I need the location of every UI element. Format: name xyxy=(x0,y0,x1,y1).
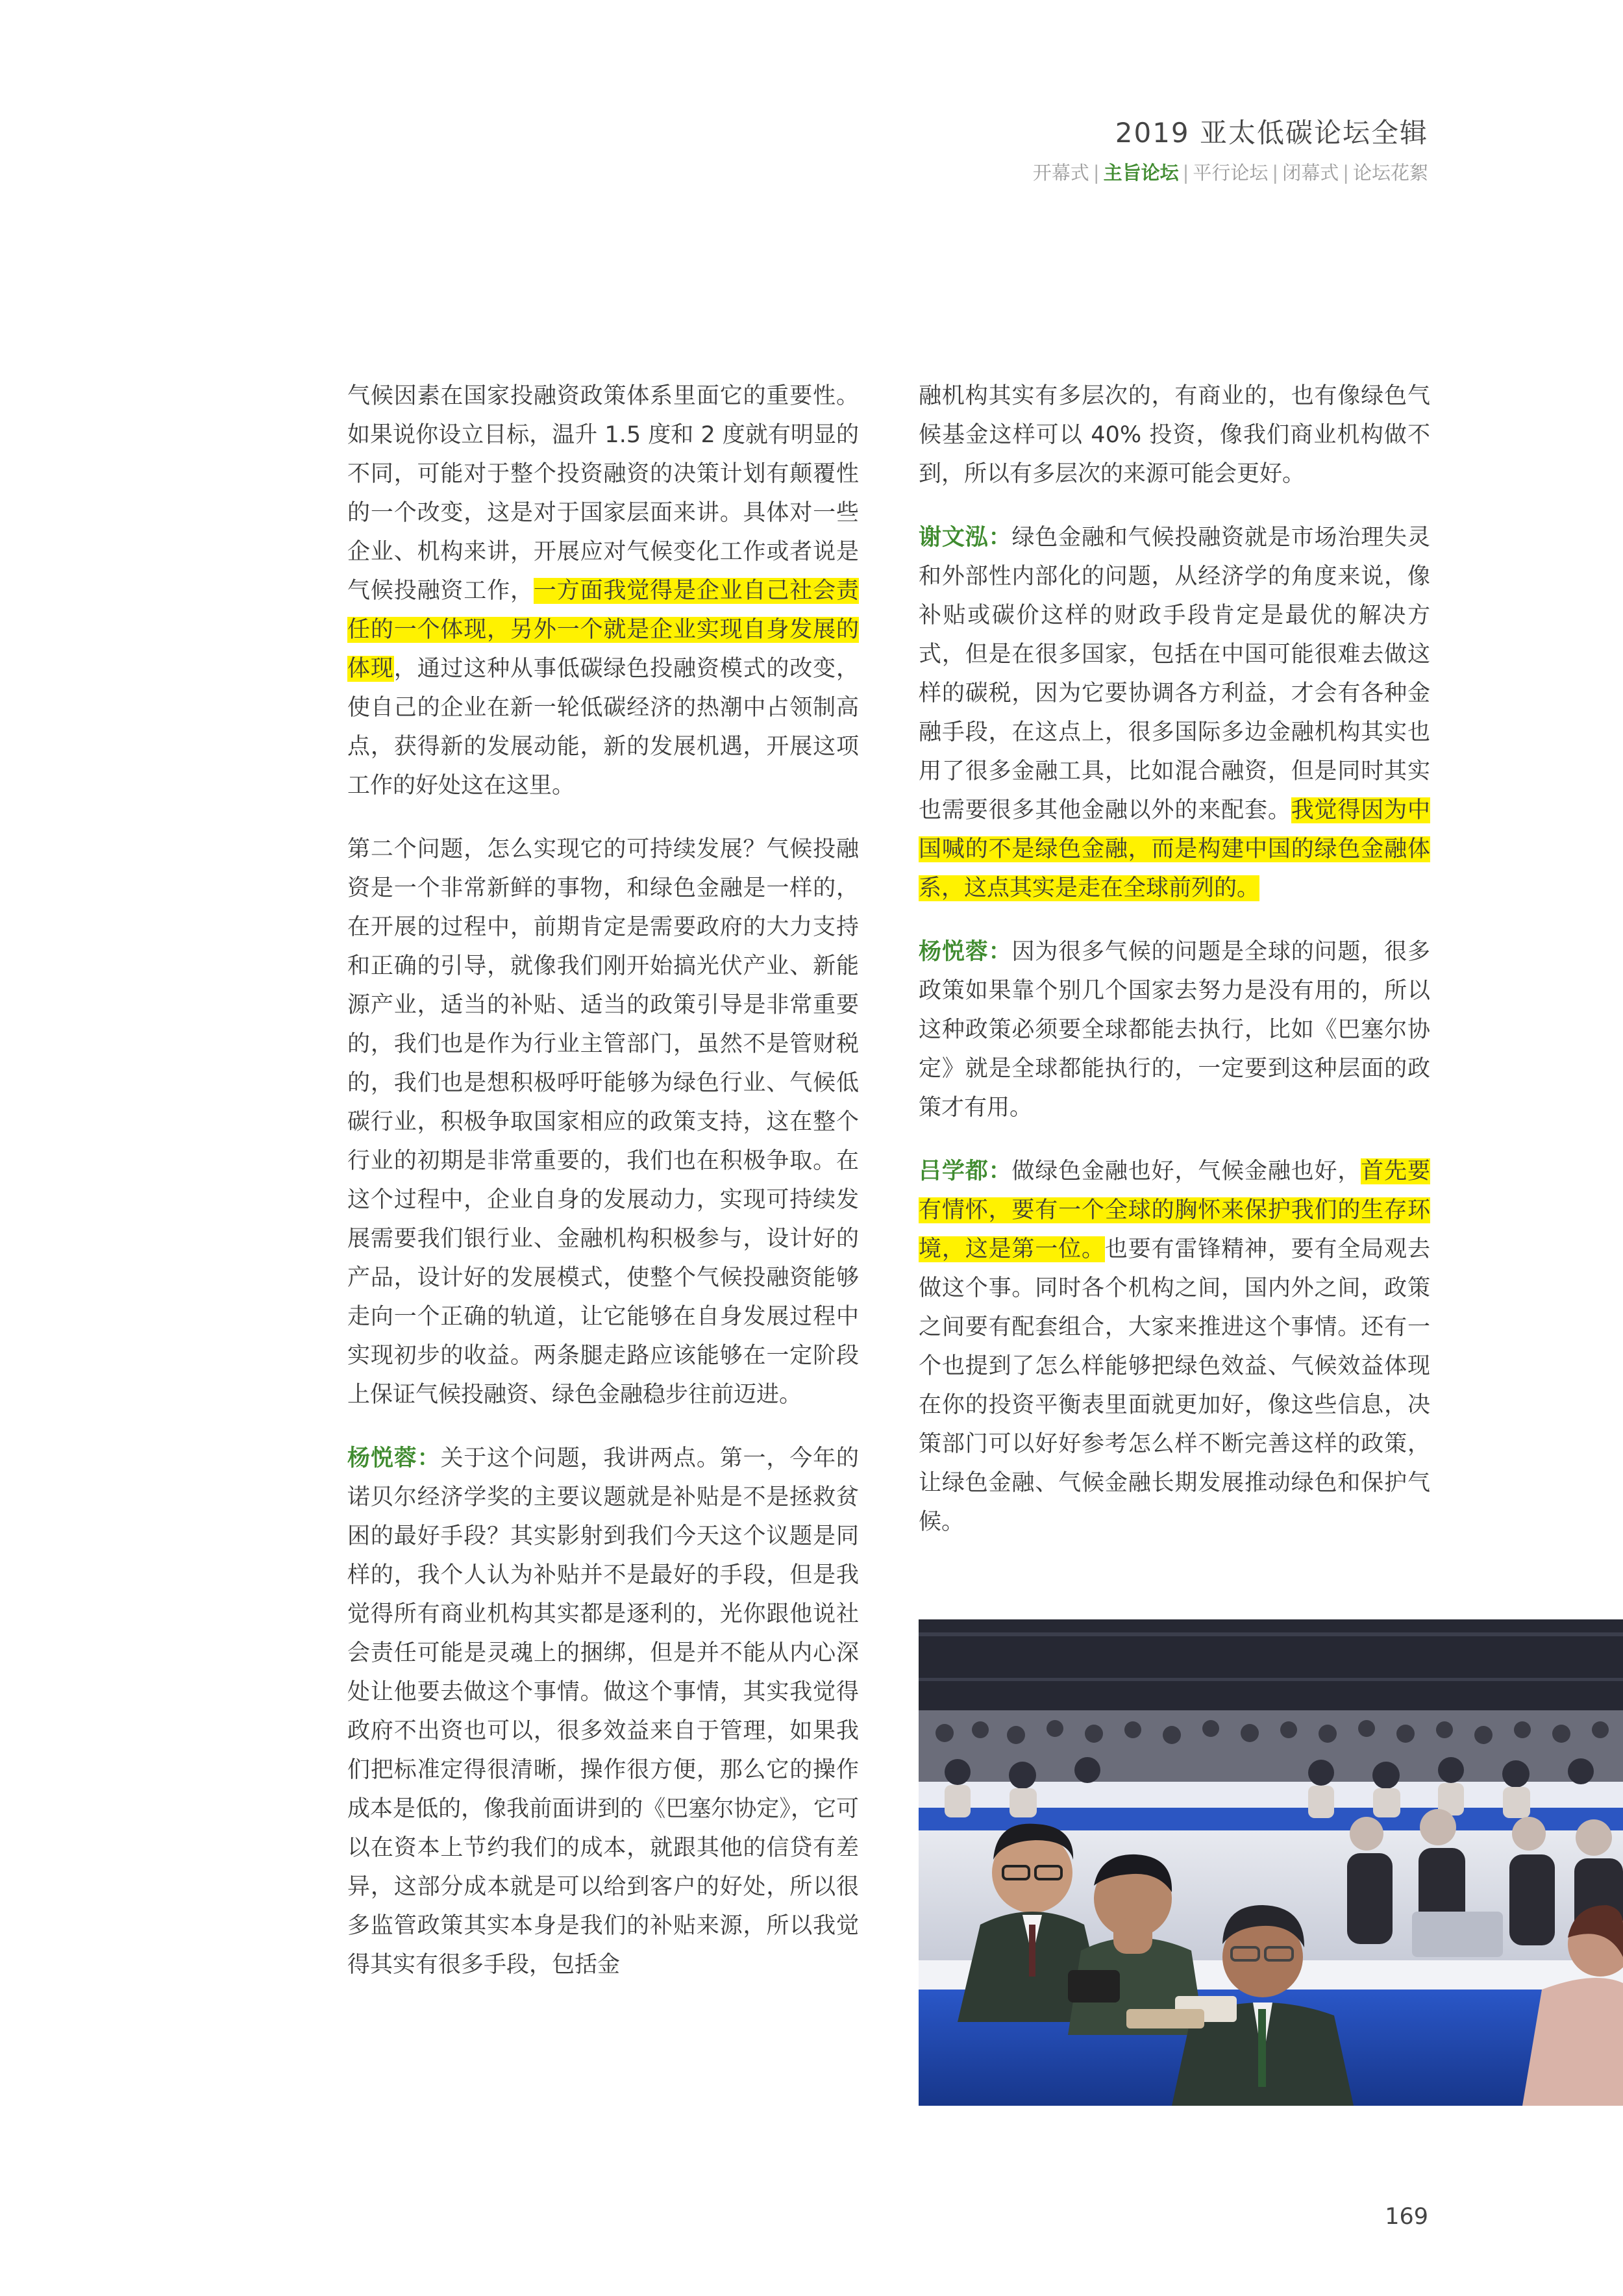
nav-separator: | xyxy=(1272,162,1279,184)
nav-separator: | xyxy=(1182,162,1189,184)
paragraph xyxy=(347,377,859,805)
speaker-name: 吕学都： xyxy=(919,1158,1012,1184)
right-column xyxy=(919,377,1430,1566)
left-column xyxy=(347,377,859,2009)
page-number: 169 xyxy=(1385,2204,1428,2230)
nav-item-highlights: 论坛花絮 xyxy=(1352,162,1428,184)
highlighted-text: 一方面我觉得是企业自己社会责任的一个体现，另外一个就是企业实现自身发展的体现 xyxy=(347,578,859,682)
paragraph-text: ，通过这种从事低碳绿色投融资模式的改变，使自己的企业在新一轮低碳经济的热潮中占领制高点，获得新的发展动能，新的发展机遇，开展这项工作的好处这在这里。 xyxy=(347,656,859,799)
paragraph-text: 融机构其实有多层次的，有商业的，也有像绿色气候基金这样可以 40% 投资，像我们商业机构做不到，所以有多层次的来源可能会更好。 xyxy=(919,383,1430,487)
publication-title: 2019 亚太低碳论坛全辑 xyxy=(1115,117,1428,149)
paragraph xyxy=(347,830,859,1414)
photo-illustration xyxy=(919,1619,1623,2106)
nav-separator: | xyxy=(1093,162,1100,184)
highlighted-text: 我觉得因为中国喊的不是绿色金融，而是构建中国的绿色金融体系，这点其实是走在全球前列的。 xyxy=(919,797,1430,901)
paragraph xyxy=(919,932,1430,1127)
nav-item-keynote: 主旨论坛 xyxy=(1103,162,1179,184)
paragraph xyxy=(919,518,1430,908)
paragraph-text: 气候因素在国家投融资政策体系里面它的重要性。如果说你设立目标，温升 1.5 度和 2 度就有明显的不同，可能对于整个投资融资的决策计划有颠覆性的一个改变，这是对于国家层面来讲。具体对一些企业、机构来讲，开展应对气候变化工作或者说是气候投融资工作， xyxy=(347,383,859,604)
paragraph xyxy=(347,1439,859,1984)
paragraph xyxy=(919,377,1430,493)
paragraph-text: 也要有雷锋精神，要有全局观去做这个事。同时各个机构之间，国内外之间，政策之间要有配套组合，大家来推进这个事情。还有一个也提到了怎么样能够把绿色效益、气候效益体现在你的投资平衡表里面就更加好，像这些信息，决策部门可以好好参考怎么样不断完善这样的政策，让绿色金融、气候金融长期发展推动绿色和保护气候。 xyxy=(919,1236,1430,1535)
paragraph-text: 第二个问题，怎么实现它的可持续发展？气候投融资是一个非常新鲜的事物，和绿色金融是一样的，在开展的过程中，前期肯定是需要政府的大力支持和正确的引导，就像我们刚开始搞光伏产业、新能源产业，适当的补贴、适当的政策引导是非常重要的，我们也是作为行业主管部门，虽然不是管财税的，我们也是想积极呼吁能够为绿色行业、气候低碳行业，积极争取国家相应的政策支持，这在整个行业的初期是非常重要的，我们也在积极争取。在这个过程中，企业自身的发展动力，实现可持续发展需要我们银行业、金融机构积极参与，设计好的产品，设计好的发展模式，使整个气候投融资能够走向一个正确的轨道，让它能够在自身发展过程中实现初步的收益。两条腿走路应该能够在一定阶段上保证气候投融资、绿色金融稳步往前迈进。 xyxy=(347,836,859,1408)
speaker-name: 杨悦蓉： xyxy=(347,1445,441,1471)
speaker-name: 谢文泓： xyxy=(919,525,1012,551)
paragraph-text: 做绿色金融也好，气候金融也好， xyxy=(1011,1158,1361,1184)
paragraph-text: 绿色金融和气候投融资就是市场治理失灵和外部性内部化的问题，从经济学的角度来说，像补贴或碳价这样的财政手段肯定是最优的解决方式，但是在很多国家，包括在中国可能很难去做这样的碳税，因为它要协调各方利益，才会有各种金融手段，在这点上，很多国际多边金融机构其实也用了很多金融工具，比如混合融资，但是同时其实也需要很多其他金融以外的来配套。 xyxy=(919,525,1430,823)
nav-item-parallel: 平行论坛 xyxy=(1193,162,1269,184)
nav-item-opening: 开幕式 xyxy=(1032,162,1089,184)
speaker-name: 杨悦蓉： xyxy=(919,939,1012,965)
nav-item-closing: 闭幕式 xyxy=(1282,162,1339,184)
paragraph-text: 因为很多气候的问题是全球的问题，很多政策如果靠个别几个国家去努力是没有用的，所以这种政策必须要全球都能去执行，比如《巴塞尔协定》就是全球都能执行的，一定要到这种层面的政策才有用。 xyxy=(919,939,1430,1121)
highlighted-text: 首先要有情怀，要有一个全球的胸怀来保护我们的生存环境，这是第一位。 xyxy=(919,1158,1430,1262)
paragraph-text: 关于这个问题，我讲两点。第一，今年的诺贝尔经济学奖的主要议题就是补贴是不是拯救贫困的最好手段？其实影射到我们今天这个议题是同样的，我个人认为补贴并不是最好的手段，但是我觉得所有商业机构其实都是逐利的，光你跟他说社会责任可能是灵魂上的捆绑，但是并不能从内心深处让他要去做这个事情。做这个事情，其实我觉得政府不出资也可以，很多效益来自于管理，如果我们把标准定得很清晰，操作很方便，那么它的操作成本是低的，像我前面讲到的《巴塞尔协定》，它可以在资本上节约我们的成本，就跟其他的信贷有差异，这部分成本就是可以给到客户的好处，所以很多监管政策其实本身是我们的补贴来源，所以我觉得其实有很多手段，包括金 xyxy=(347,1445,859,1978)
paragraph xyxy=(919,1152,1430,1541)
nav-separator: | xyxy=(1343,162,1349,184)
section-nav xyxy=(1033,158,1428,185)
conference-audience-photo xyxy=(919,1619,1623,2106)
